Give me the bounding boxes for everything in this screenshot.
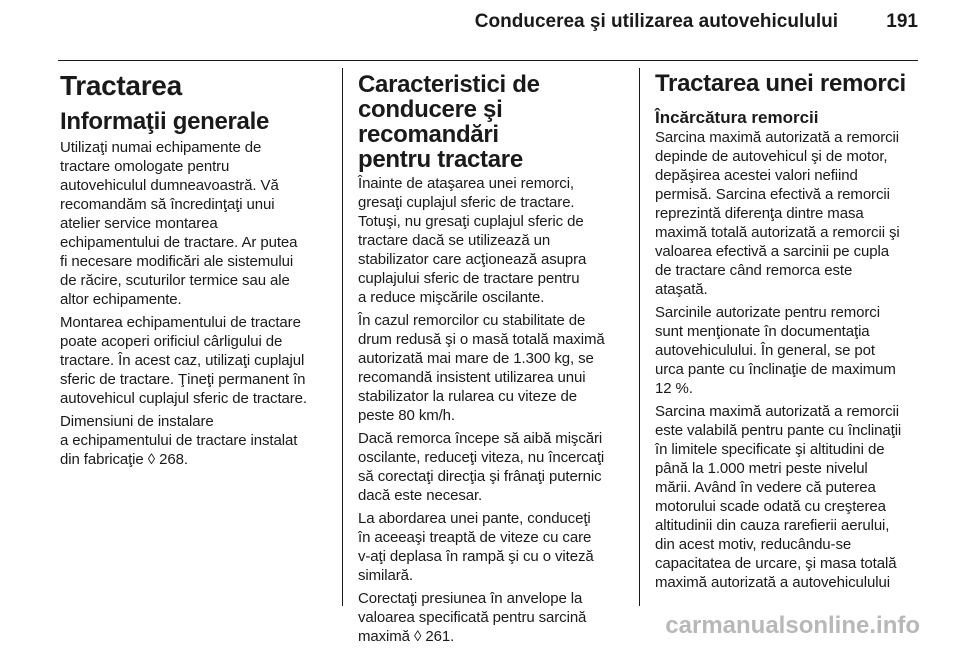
- paragraph-with-page-ref: Corectaţi presiunea în anvelope la valoarea specificată pentru sarcină maximă ◊ 261.: [358, 590, 587, 645]
- paragraph: Înainte de ataşarea unei remorci, gresaţi cuplajul sferic de tractare. Totuşi, nu gresaţi cuplajul sferic de tractare dacă se utilizează un stabilizator care acţionează asupra cuplajului sferic de tractare pentru a reduce mişcările oscilante.: [358, 175, 587, 306]
- paragraph: Dacă remorca începe să aibă mişcări oscilante, reduceţi viteza, nu încercaţi să corectaţi direcţia şi frânaţi puternic dacă este necesar.: [358, 430, 605, 504]
- paragraph: La abordarea unei pante, conduceţi în aceeaşi treaptă de viteze cu care v-aţi deplasa în rampă şi cu o viteză similară.: [358, 510, 594, 584]
- header-rule: [58, 60, 918, 61]
- subsection-title-trailer-load: Încărcătura remorcii: [655, 108, 819, 127]
- column-left: [60, 70, 336, 473]
- column-middle: [358, 70, 634, 650]
- header-title: Conducerea şi utilizarea autovehiculului: [474, 11, 838, 32]
- paragraph: Sarcinile autorizate pentru remorci sunt menţionate în documentaţia autovehiculului. În general, se pot urca pante cu înclinaţie de maximum 12 %.: [655, 304, 896, 397]
- paragraph-with-page-ref: Dimensiuni de instalare a echipamentului de tractare instalat din fabricaţie ◊ 268.: [60, 413, 298, 468]
- section-title-tractarea: Tractarea: [60, 70, 182, 101]
- paragraph: În cazul remorcilor cu stabilitate de drum redusă şi o masă totală maximă autorizată mai mare de 1.300 kg, se recomandă insistent utilizarea unui stabilizator la rularea cu viteze de peste 80 km/h.: [358, 312, 605, 424]
- page-number: 191: [886, 11, 918, 32]
- subsection-title-general: Informaţii generale: [60, 108, 270, 135]
- paragraph: Montarea echipamentului de tractare poate acoperi orificiul cârligului de tractare. În acest caz, utilizaţi cuplajul sferic de tractare. Ţineţi permanent în autovehicul cuplajul sferic de tractare.: [60, 314, 307, 407]
- paragraph: Utilizaţi numai echipamente de tractare omologate pentru autovehiculul dumneavoastră. Vă recomandăm să încredinţaţi unui atelier service montarea echipamentului de tractare. Ar putea fi necesare modificări ale sistemului de răcire, scuturilor termice sau ale altor echipamente.: [60, 139, 298, 308]
- paragraph: Sarcina maximă autorizată a remorcii depinde de autovehicul şi de motor, depăşirea acestei valori nefiind permisă. Sarcina efectivă a remorcii reprezintă diferenţa dintre masa maximă totală autorizată a remorcii şi valoarea efectivă a sarcinii pe cupla de tractare când remorca este ataşată.: [655, 129, 900, 298]
- section-title-driving: Caracteristici de conducere şi recomandări pentru tractare: [358, 71, 540, 173]
- section-title-trailer: Tractarea unei remorci: [655, 70, 906, 97]
- watermark: carmanualsonline.info: [665, 612, 920, 639]
- paragraph: Sarcina maximă autorizată a remorcii este valabilă pentru pante cu înclinaţii în limitele specificate şi altitudini de până la 1.000 metri peste nivelul mării. Având în vedere că puterea motorului scade odată cu creşterea altitudinii din cauza rarefierii aerului, din acest motiv, reducându-se capacitatea de urcare, şi masa totală maximă autorizată a autovehiculului: [655, 403, 902, 591]
- column-divider-1: [342, 68, 343, 606]
- column-divider-2: [639, 68, 640, 606]
- column-right: [655, 70, 931, 596]
